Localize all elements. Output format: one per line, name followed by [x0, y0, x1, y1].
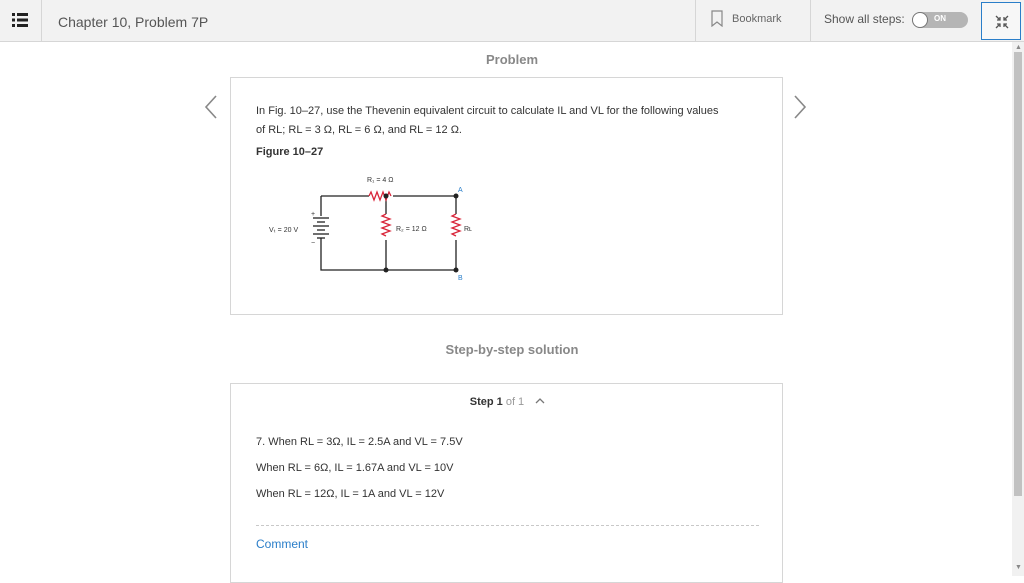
menu-button[interactable]	[0, 0, 42, 41]
battery-symbol	[313, 218, 329, 240]
solution-heading: Step-by-step solution	[445, 342, 579, 357]
solution-line: When RL = 6Ω, IL = 1.67A and VL = 10V	[256, 462, 454, 474]
rl-label: Rʟ	[464, 226, 472, 233]
problem-text	[256, 102, 756, 140]
junction-bottom	[384, 268, 389, 273]
step-label: Step 1	[469, 396, 503, 408]
node-b-label: B	[458, 275, 463, 282]
r2-label: R₂ = 12 Ω	[396, 226, 427, 233]
comment-link[interactable]: Comment	[256, 537, 309, 551]
solution-line: When RL = 12Ω, IL = 1A and VL = 12V	[256, 488, 445, 500]
node-a-dot	[454, 194, 459, 199]
solution-line: 7. When RL = 3Ω, IL = 2.5A and VL = 7.5V	[256, 436, 463, 448]
chevron-up-icon[interactable]	[535, 397, 545, 404]
next-arrow-icon[interactable]	[792, 94, 808, 120]
show-steps-toggle[interactable]	[912, 12, 968, 28]
toggle-knob	[912, 12, 928, 28]
chapter-title: Chapter 10, Problem 7P	[58, 14, 209, 30]
circuit-diagram	[261, 168, 511, 283]
resistor-r2	[382, 214, 390, 236]
list-icon	[12, 13, 28, 27]
problem-heading: Problem	[485, 52, 538, 67]
node-a-label: A	[458, 187, 463, 194]
show-steps-label: Show all steps:	[824, 12, 905, 26]
collapse-button[interactable]	[981, 2, 1021, 40]
problem-text-line: In Fig. 10–27, use the Thevenin equivalent circuit to calculate IL and VL for the following values	[256, 105, 719, 117]
bookmark-label: Bookmark	[732, 13, 782, 25]
bookmark-icon	[711, 10, 723, 27]
collapse-icon	[994, 14, 1010, 30]
scroll-down-icon[interactable]: ▼	[1015, 564, 1022, 571]
scrollbar[interactable]	[1012, 42, 1024, 576]
previous-arrow-icon[interactable]	[203, 94, 219, 120]
minus-sign: −	[311, 240, 316, 247]
r1-label: R₁ = 4 Ω	[367, 177, 394, 184]
divider	[256, 525, 759, 526]
junction-top	[384, 194, 389, 199]
wire-bottom	[321, 240, 456, 270]
node-b-dot	[454, 268, 459, 273]
solution-card	[230, 383, 783, 583]
scroll-thumb[interactable]	[1014, 52, 1022, 496]
top-bar	[0, 0, 1024, 42]
step-count: of 1	[505, 396, 525, 408]
plus-sign: +	[311, 211, 316, 218]
figure-label: Figure 10–27	[256, 146, 324, 158]
resistor-rl	[452, 214, 460, 236]
toggle-label: ON	[934, 14, 946, 23]
step-header[interactable]	[231, 396, 784, 408]
scroll-up-icon[interactable]: ▲	[1015, 44, 1022, 51]
problem-card	[230, 77, 783, 315]
vt-label: Vₜ = 20 V	[269, 227, 299, 234]
problem-text-line: of RL; RL = 3 Ω, RL = 6 Ω, and RL = 12 Ω.	[256, 124, 462, 136]
bookmark-button[interactable]	[695, 0, 811, 41]
